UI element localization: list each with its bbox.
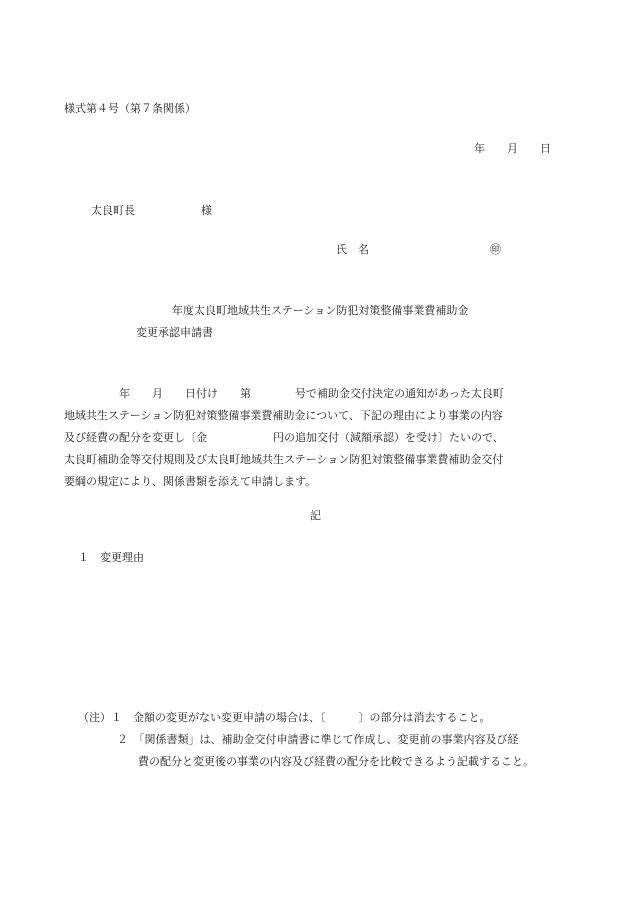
form-number: 様式第４号（第７条関係） [64, 102, 196, 115]
ki-heading: 記 [310, 509, 321, 522]
body-line: 要綱の規定により、関係書類を添えて申請します。 [64, 475, 317, 488]
document-title-line2: 変更承認申請書 [136, 326, 213, 339]
note-2: ２ 「関係書類」は、補助金交付申請書に準じて作成し、変更前の事業内容及び経 [117, 733, 519, 746]
date-line: 年 月 日 [474, 142, 551, 155]
body-line: 年 月 日付け 第 号で補助金交付決定の通知があった太良町 [64, 387, 504, 400]
body-line: 及び経費の配分を変更し〔金 円の追加交付（減額承認）を受け〕たいので、 [64, 431, 504, 444]
addressee: 太良町長 様 [91, 204, 212, 217]
note-1: （注）１ 金額の変更がない変更申請の場合は、〔 〕の部分は消去すること。 [78, 711, 491, 724]
document-title-line1: 年度太良町地域共生ステーション防犯対策整備事業費補助金 [172, 304, 469, 317]
seal-mark: ㊞ [490, 243, 501, 256]
note-2-continued: 費の配分と変更後の事業の内容及び経費の配分を比較できるよう記載すること。 [138, 755, 534, 768]
applicant-name-label: 氏 名 [336, 243, 369, 256]
body-line: 太良町補助金等交付規則及び太良町地域共生ステーション防犯対策整備事業費補助金交付 [64, 453, 504, 466]
section-change-reason: １ 変更理由 [78, 551, 144, 564]
body-line: 地域共生ステーション防犯対策整備事業費補助金について、下記の理由により事業の内容 [64, 409, 503, 422]
